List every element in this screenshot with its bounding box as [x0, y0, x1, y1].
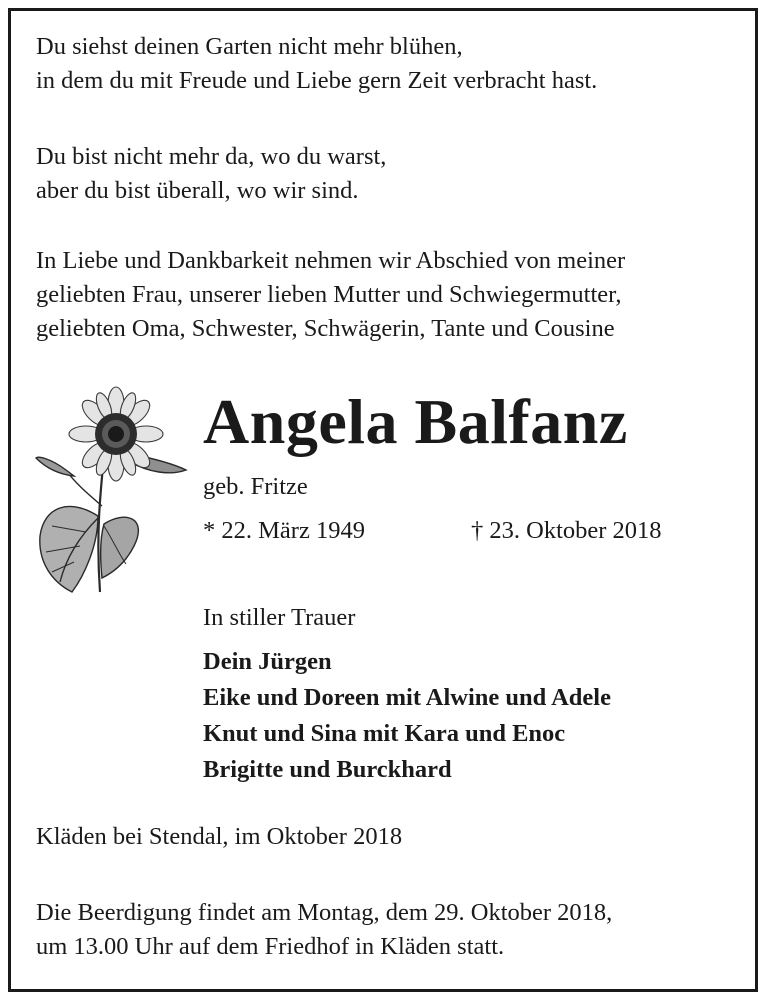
- birth-date: * 22. März 1949: [203, 517, 365, 544]
- place-date: Kläden bei Stendal, im Oktober 2018: [36, 823, 403, 850]
- poem-line: Du bist nicht mehr da, wo du warst,: [36, 143, 387, 170]
- funeral-line: um 13.00 Uhr auf dem Friedhof in Kläden statt.: [36, 933, 505, 960]
- death-date: † 23. Oktober 2018: [471, 517, 662, 544]
- poem-stanza-1: [36, 30, 597, 98]
- deceased-name: Angela Balfanz: [203, 386, 628, 457]
- family-member: Dein Jürgen: [203, 648, 332, 675]
- poem-stanza-2: [36, 140, 386, 208]
- mourning-heading: In stiller Trauer: [203, 604, 356, 631]
- maiden-name: geb. Fritze: [203, 473, 308, 500]
- family-member: Knut und Sina mit Kara und Enoc: [203, 720, 566, 747]
- funeral-info: [36, 896, 612, 964]
- farewell-intro: [36, 244, 625, 346]
- poem-line: in dem du mit Freude und Liebe gern Zeit verbracht hast.: [36, 67, 598, 94]
- intro-line: In Liebe und Dankbarkeit nehmen wir Abschied von meiner: [36, 247, 626, 274]
- poem-line: Du siehst deinen Garten nicht mehr blühen,: [36, 33, 463, 60]
- poem-line: aber du bist überall, wo wir sind.: [36, 177, 359, 204]
- family-member: Brigitte und Burckhard: [203, 756, 452, 783]
- family-list: [203, 644, 611, 788]
- intro-line: geliebten Oma, Schwester, Schwägerin, Tante und Cousine: [36, 315, 615, 342]
- funeral-line: Die Beerdigung findet am Montag, dem 29. Oktober 2018,: [36, 899, 613, 926]
- sunflower-icon: [30, 386, 192, 600]
- family-member: Eike und Doreen mit Alwine und Adele: [203, 684, 611, 711]
- intro-line: geliebten Frau, unserer lieben Mutter und Schwiegermutter,: [36, 281, 622, 308]
